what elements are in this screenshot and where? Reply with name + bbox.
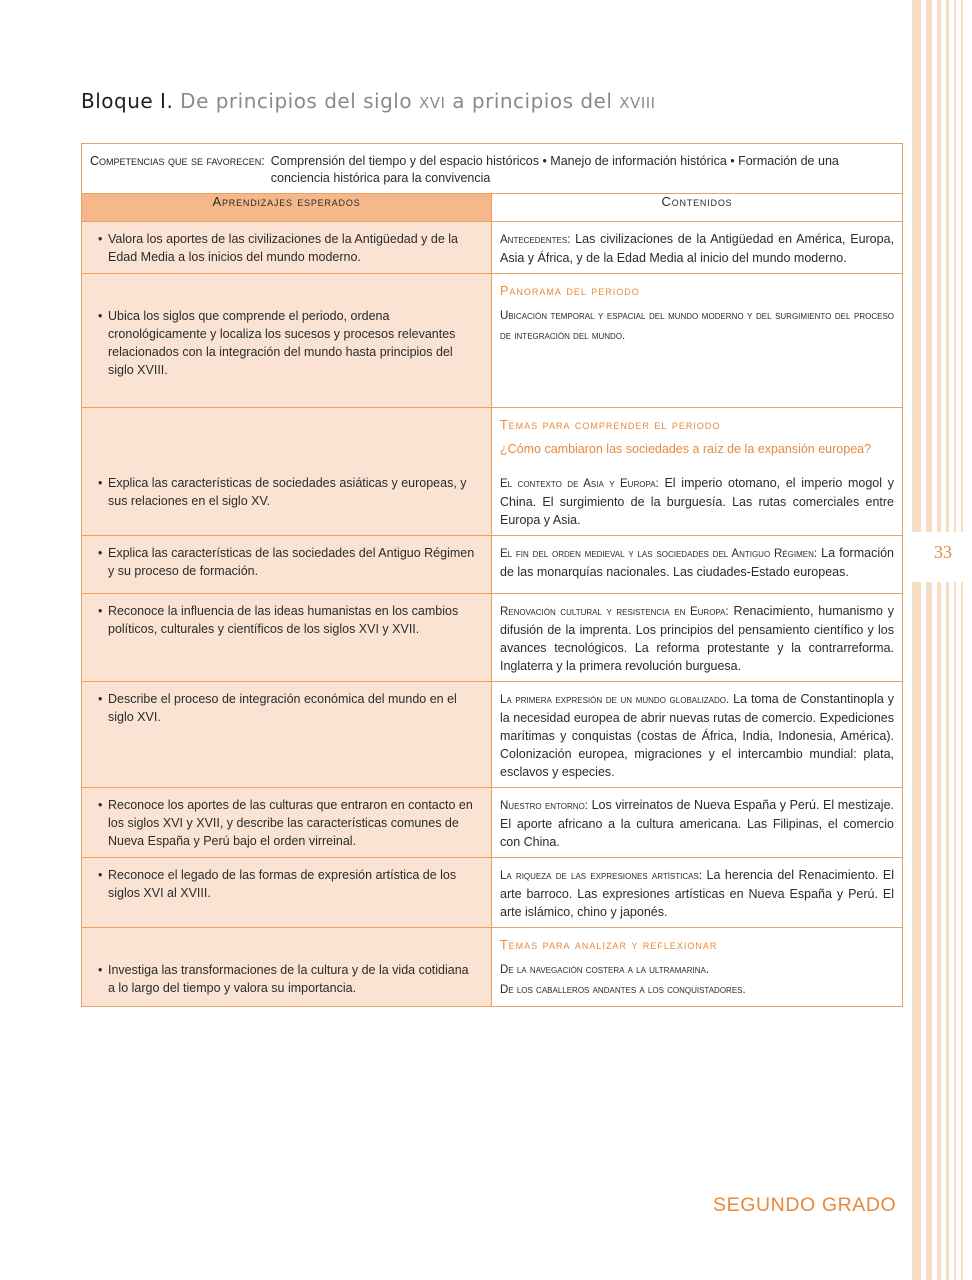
contenido-lead: El fin del orden medieval y las sociedades del Antiguo Régimen:: [500, 548, 818, 560]
contenido-lead: El contexto de Asia y Europa:: [500, 478, 659, 490]
contenido-smallcaps: De los caballeros andantes a los conquistadores.: [500, 984, 746, 996]
competencias-row: [82, 144, 903, 194]
table-row: [82, 408, 903, 536]
title-century-end: XVIII: [619, 94, 656, 112]
section-heading: Temas para analizar y reflexionar: [500, 938, 718, 952]
table-row: [82, 788, 903, 858]
contenido-text: Los virreinatos de Nueva España y Perú. El mestizaje. El aporte africano a la cultura americana. Las Filipinas, el comercio con China.: [500, 798, 895, 849]
table-row: [82, 594, 903, 682]
contenido-lead: La primera expresión de un mundo globalizado.: [500, 694, 730, 706]
section-heading: Panorama del periodo: [500, 284, 640, 298]
table-row: [82, 274, 903, 408]
contenido-text: La formación de las monarquías nacionales. Las ciudades-Estado europeas.: [500, 546, 895, 579]
section-question: ¿Cómo cambiaron las sociedades a raíz de la expansión europea?: [500, 442, 872, 456]
aprendizaje-item: • Investiga las transformaciones de la cultura y de la vida cotidiana a lo largo del tiempo y valora su importancia.: [108, 961, 479, 997]
contenido-text: Las civilizaciones de la Antigüedad en América, Europa, Asia y África, y de la Edad Media al inicio del mundo moderno.: [500, 232, 895, 265]
table-header-row: [82, 194, 903, 222]
contenido-text: La toma de Constantinopla y la necesidad europea de abrir nuevas rutas de comercio. Expediciones marítimas y conquistas (costas de África, India, Indonesia, América). Colonización europea, migraciones y el intercambio mundial: plata, esclavos y especies.: [500, 692, 895, 779]
title-part2: a principios del: [452, 89, 613, 113]
contenido-lead: Renovación cultural y resistencia en Europa:: [500, 606, 729, 618]
section-heading: Temas para comprender el periodo: [500, 418, 721, 432]
aprendizaje-item: • Describe el proceso de integración económica del mundo en el siglo XVI.: [108, 690, 479, 726]
grade-footer: SEGUNDO GRADO: [713, 1194, 897, 1216]
contenido-text: Renacimiento, humanismo y difusión de la imprenta. Los principios del pensamiento científico y los avances tecnológicos. La reforma protestante y la contrarreforma. Inglaterra y la primera revolución burguesa.: [500, 604, 895, 673]
contenido-smallcaps: Ubicación temporal y espacial del mundo moderno y del surgimiento del proceso de integración del mundo.: [500, 310, 895, 342]
page-title: [81, 89, 656, 113]
aprendizaje-item: • Reconoce los aportes de las culturas que entraron en contacto en los siglos XVI y XVII, y describe las características comunes de Nueva España y Perú bajo el orden virreinal.: [108, 796, 479, 850]
competencias-label: Competencias que se favorecen:: [90, 154, 265, 168]
aprendizaje-item: • Reconoce el legado de las formas de expresión artística de los siglos XVI al XVIII.: [108, 866, 479, 902]
aprendizaje-item: • Ubica los siglos que comprende el periodo, ordena cronológicamente y localiza los sucesos y procesos relevantes relacionados con la integración del mundo hasta principios del siglo XVIII.: [108, 307, 479, 379]
table-row: [82, 682, 903, 788]
page-number: 33: [934, 542, 952, 562]
header-contenidos: Contenidos: [492, 194, 903, 222]
title-bloque: Bloque I.: [81, 89, 174, 113]
decorative-stripes: [912, 0, 972, 1280]
header-aprendizajes: Aprendizajes esperados: [82, 194, 492, 222]
table-row: [82, 858, 903, 928]
title-part1: De principios del siglo: [180, 89, 413, 113]
title-century-start: XVI: [418, 94, 446, 112]
table-row: [82, 222, 903, 274]
curriculum-table: [81, 143, 903, 1007]
aprendizaje-item: • Reconoce la influencia de las ideas humanistas en los cambios políticos, culturales y científicos de los siglos XVI y XVII.: [108, 602, 479, 638]
table-row: [82, 928, 903, 1007]
contenido-lead: La riqueza de las expresiones artísticas:: [500, 870, 703, 882]
aprendizaje-item: • Valora los aportes de las civilizaciones de la Antigüedad y de la Edad Media a los inicios del mundo moderno.: [108, 230, 479, 266]
contenido-lead: Nuestro entorno:: [500, 800, 588, 812]
aprendizaje-item: • Explica las características de sociedades asiáticas y europeas, y sus relaciones en el siglo XV.: [108, 474, 479, 510]
contenido-lead: Antecedentes:: [500, 234, 571, 246]
contenido-text: La herencia del Renacimiento. El arte barroco. Las expresiones artísticas en Nueva España y Perú. El arte islámico, chino y japonés.: [500, 868, 895, 919]
table-row: [82, 536, 903, 594]
aprendizaje-item: • Explica las características de las sociedades del Antiguo Régimen y su proceso de formación.: [108, 544, 479, 580]
contenido-smallcaps: De la navegación costera a la ultramarina.: [500, 964, 710, 976]
competencias-text: Comprensión del tiempo y del espacio históricos • Manejo de información histórica • Formación de una conciencia histórica para la convivencia: [270, 154, 839, 185]
contenido-text: El imperio otomano, el imperio mogol y China. El surgimiento de la burguesía. Las rutas comerciales entre Europa y Asia.: [500, 476, 895, 527]
